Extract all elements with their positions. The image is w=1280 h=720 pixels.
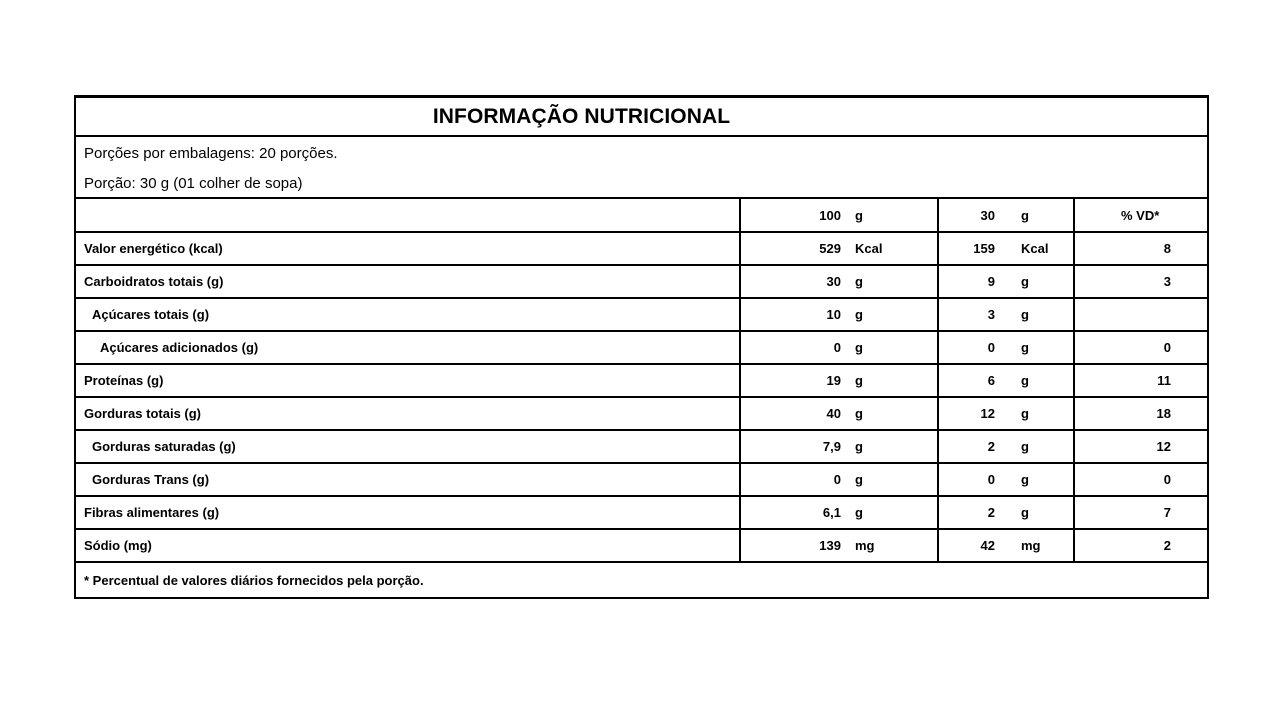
nutrient-name: Açúcares totais (g) — [76, 298, 740, 331]
per-100g-value: 19 — [826, 373, 841, 388]
per-portion-unit: g — [1021, 274, 1029, 289]
per-portion-cell — [938, 397, 1074, 430]
table-header-row — [76, 199, 1207, 232]
per-100g-cell — [740, 529, 938, 562]
daily-value-percent: 8 — [1074, 232, 1207, 265]
daily-value-percent: 3 — [1074, 265, 1207, 298]
table-row — [76, 331, 1207, 364]
per-portion-cell — [938, 265, 1074, 298]
nutrient-name: Valor energético (kcal) — [76, 232, 740, 265]
per-100g-cell — [740, 397, 938, 430]
header-per-100g — [740, 199, 938, 232]
per-100g-value: 6,1 — [822, 505, 841, 520]
per-100g-value: 0 — [833, 340, 841, 355]
nutrient-name: Sódio (mg) — [76, 529, 740, 562]
per-portion-cell — [938, 364, 1074, 397]
per-portion-value: 9 — [987, 274, 995, 289]
header-daily-value: % VD* — [1074, 199, 1207, 232]
per-portion-unit: g — [1021, 307, 1029, 322]
per-portion-unit: g — [1021, 373, 1029, 388]
per-portion-unit: g — [1021, 472, 1029, 487]
footnote: * Percentual de valores diários fornecidos pela porção. — [76, 563, 1207, 599]
per-portion-unit: Kcal — [1021, 241, 1049, 256]
per-100g-unit: g — [855, 472, 863, 487]
per-portion-value: 159 — [973, 241, 995, 256]
serving-info — [76, 137, 1207, 199]
header-per-100g-value: 100 — [819, 207, 841, 223]
header-blank-cell — [76, 199, 740, 232]
table-row — [76, 232, 1207, 265]
per-portion-value: 42 — [980, 538, 995, 553]
per-portion-cell — [938, 463, 1074, 496]
per-100g-cell — [740, 265, 938, 298]
per-100g-value: 139 — [819, 538, 841, 553]
per-100g-cell — [740, 430, 938, 463]
per-portion-value: 2 — [987, 505, 995, 520]
per-portion-value: 0 — [987, 340, 995, 355]
table-row — [76, 463, 1207, 496]
nutrition-facts-label — [74, 95, 1209, 599]
per-portion-value: 12 — [980, 406, 995, 421]
header-per-portion-unit: g — [1021, 207, 1029, 223]
per-100g-unit: g — [855, 406, 863, 421]
per-portion-unit: g — [1021, 340, 1029, 355]
daily-value-percent: 2 — [1074, 529, 1207, 562]
per-portion-cell — [938, 430, 1074, 463]
nutrient-name: Gorduras Trans (g) — [76, 463, 740, 496]
per-portion-cell — [938, 331, 1074, 364]
per-portion-cell — [938, 232, 1074, 265]
per-100g-unit: mg — [855, 538, 875, 553]
per-100g-value: 30 — [826, 274, 841, 289]
per-portion-unit: mg — [1021, 538, 1041, 553]
daily-value-percent: 18 — [1074, 397, 1207, 430]
per-100g-value: 529 — [819, 241, 841, 256]
per-portion-value: 3 — [987, 307, 995, 322]
daily-value-percent: 0 — [1074, 331, 1207, 364]
header-per-portion-value: 30 — [980, 207, 995, 223]
per-100g-cell — [740, 463, 938, 496]
nutrient-name: Proteínas (g) — [76, 364, 740, 397]
per-100g-unit: g — [855, 274, 863, 289]
per-100g-unit: g — [855, 307, 863, 322]
header-per-portion — [938, 199, 1074, 232]
per-portion-cell — [938, 496, 1074, 529]
per-100g-unit: Kcal — [855, 241, 883, 256]
per-100g-unit: g — [855, 340, 863, 355]
per-portion-unit: g — [1021, 505, 1029, 520]
nutrition-table — [76, 199, 1207, 563]
nutrient-name: Gorduras saturadas (g) — [76, 430, 740, 463]
nutrient-name: Açúcares adicionados (g) — [76, 331, 740, 364]
header-per-100g-unit: g — [855, 207, 863, 223]
daily-value-percent: 7 — [1074, 496, 1207, 529]
per-portion-unit: g — [1021, 406, 1029, 421]
table-row — [76, 298, 1207, 331]
per-100g-value: 10 — [826, 307, 841, 322]
daily-value-percent: 12 — [1074, 430, 1207, 463]
per-portion-value: 0 — [987, 472, 995, 487]
daily-value-percent: 0 — [1074, 463, 1207, 496]
table-row — [76, 265, 1207, 298]
per-100g-cell — [740, 496, 938, 529]
per-100g-value: 0 — [833, 472, 841, 487]
table-row — [76, 364, 1207, 397]
per-100g-cell — [740, 364, 938, 397]
per-100g-value: 7,9 — [822, 439, 841, 454]
per-portion-value: 2 — [987, 439, 995, 454]
per-100g-cell — [740, 331, 938, 364]
per-100g-cell — [740, 232, 938, 265]
per-portion-unit: g — [1021, 439, 1029, 454]
per-portion-cell — [938, 298, 1074, 331]
per-100g-unit: g — [855, 439, 863, 454]
daily-value-percent: 11 — [1074, 364, 1207, 397]
table-row — [76, 430, 1207, 463]
label-title: INFORMAÇÃO NUTRICIONAL — [76, 98, 1207, 137]
portion-size: Porção: 30 g (01 colher de sopa) — [84, 175, 303, 192]
nutrient-name: Gorduras totais (g) — [76, 397, 740, 430]
per-portion-value: 6 — [987, 373, 995, 388]
nutrient-name: Fibras alimentares (g) — [76, 496, 740, 529]
table-row — [76, 496, 1207, 529]
daily-value-percent — [1074, 298, 1207, 331]
per-portion-cell — [938, 529, 1074, 562]
servings-per-package: Porções por embalagens: 20 porções. — [84, 145, 338, 162]
per-100g-value: 40 — [826, 406, 841, 421]
nutrient-name: Carboidratos totais (g) — [76, 265, 740, 298]
table-row — [76, 529, 1207, 562]
per-100g-unit: g — [855, 505, 863, 520]
per-100g-unit: g — [855, 373, 863, 388]
table-row — [76, 397, 1207, 430]
per-100g-cell — [740, 298, 938, 331]
